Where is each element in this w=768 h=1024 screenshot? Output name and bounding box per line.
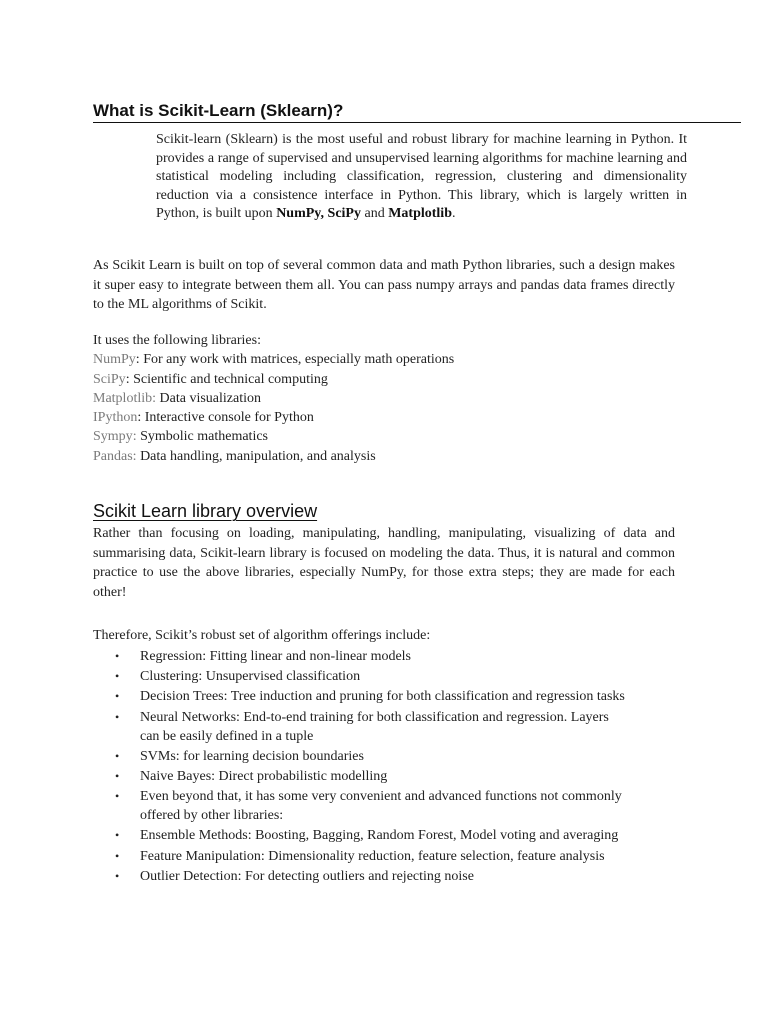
list-item-text: Regression: Fitting linear and non-linear models bbox=[140, 649, 412, 664]
library-row bbox=[93, 370, 693, 389]
bullet-icon: • bbox=[115, 789, 120, 804]
libraries-intro: It uses the following libraries: bbox=[93, 333, 261, 348]
heading-what-is-sklearn: What is Scikit-Learn (Sklearn)? bbox=[93, 100, 741, 123]
intro-matplotlib: Matplotlib bbox=[388, 206, 452, 222]
library-name: Matplotlib bbox=[93, 390, 153, 406]
list-item bbox=[93, 647, 673, 666]
bullet-icon: • bbox=[115, 689, 120, 704]
library-sep: : bbox=[152, 390, 157, 406]
list-item bbox=[93, 767, 673, 786]
list-item bbox=[93, 708, 673, 746]
library-name: IPython bbox=[93, 410, 138, 426]
library-name: SciPy bbox=[93, 371, 126, 387]
list-item bbox=[93, 747, 673, 766]
library-desc: Data handling, manipulation, and analysis bbox=[136, 448, 376, 464]
library-sep: : bbox=[125, 371, 130, 387]
intro-scipy: SciPy bbox=[327, 206, 361, 222]
list-item bbox=[93, 826, 673, 845]
bullet-icon: • bbox=[115, 669, 120, 684]
heading-library-overview: Scikit Learn library overview bbox=[93, 501, 318, 521]
bullet-icon: • bbox=[115, 768, 120, 783]
library-sep: : bbox=[135, 352, 140, 368]
intro-text: Scikit-learn (Sklearn) is the most useful and robust library for machine learning in Python. It provides a range of supervised and unsupervised learning algorithms for machine learning and statistical modeling including classification, regression, clustering and dimensionality reduction via a consistence interface in Python. This library, which is largely written in Python, is built upon bbox=[156, 132, 687, 222]
library-name: Sympy bbox=[93, 429, 133, 445]
bullet-icon: • bbox=[115, 848, 120, 863]
library-name: NumPy bbox=[93, 352, 136, 368]
library-name: Pandas bbox=[93, 448, 133, 464]
library-desc: Data visualization bbox=[156, 390, 261, 406]
list-item-text: Ensemble Methods: Boosting, Bagging, Random Forest, Model voting and averaging bbox=[140, 828, 619, 844]
list-item-text: Clustering: Unsupervised classification bbox=[140, 669, 361, 685]
list-item-text: Even beyond that, it has some very convenient and advanced functions not commonly offered by other libraries: bbox=[140, 789, 622, 824]
bullet-icon: • bbox=[115, 649, 120, 663]
library-desc: For any work with matrices, especially math operations bbox=[139, 352, 455, 368]
library-row bbox=[93, 447, 693, 466]
offerings-intro: Therefore, Scikit’s robust set of algorithm offerings include: bbox=[93, 628, 431, 643]
list-item-text: Decision Trees: Tree induction and pruning for both classification and regression tasks bbox=[140, 689, 625, 705]
bullet-icon: • bbox=[115, 868, 120, 883]
integration-paragraph: As Scikit Learn is built on top of several common data and math Python libraries, such a design makes it super easy to integrate between them all. You can pass numpy arrays and pandas data frames directly to the ML algorithms of Scikit. bbox=[93, 258, 675, 312]
library-desc: Interactive console for Python bbox=[141, 410, 314, 426]
bullet-icon: • bbox=[115, 709, 120, 724]
bullet-icon: • bbox=[115, 828, 120, 843]
intro-numpy: NumPy, bbox=[276, 206, 325, 222]
list-item bbox=[93, 667, 673, 686]
list-item-text: Feature Manipulation: Dimensionality reduction, feature selection, feature analysis bbox=[140, 848, 605, 864]
overview-paragraph: Rather than focusing on loading, manipulating, handling, manipulating, visualizing of data and summarising data, Scikit-learn library is focused on modeling the data. Thus, it is natural and common practice to use the above libraries, especially NumPy, for those extra steps; they are made for each other! bbox=[93, 526, 675, 600]
bullet-icon: • bbox=[115, 748, 120, 763]
intro-and: and bbox=[360, 206, 389, 222]
library-row bbox=[93, 389, 693, 408]
list-item bbox=[93, 687, 673, 706]
library-row bbox=[93, 427, 693, 446]
library-row bbox=[93, 350, 693, 369]
library-desc: Symbolic mathematics bbox=[136, 429, 268, 445]
intro-period: . bbox=[451, 206, 456, 222]
library-sep: : bbox=[132, 448, 137, 464]
list-item-text: Outlier Detection: For detecting outliers and rejecting noise bbox=[140, 868, 474, 884]
offerings-list bbox=[93, 647, 673, 887]
libraries-list bbox=[93, 331, 693, 466]
list-item-text: Neural Networks: End-to-end training for both classification and regression. Layers can be easily defined in a tuple bbox=[140, 709, 609, 744]
library-row bbox=[93, 408, 693, 427]
list-item-text: SVMs: for learning decision boundaries bbox=[140, 748, 364, 764]
library-desc: Scientific and technical computing bbox=[129, 371, 328, 387]
list-item bbox=[93, 847, 673, 866]
intro-paragraph bbox=[156, 131, 687, 224]
list-item-text: Naive Bayes: Direct probabilistic modelling bbox=[140, 768, 388, 784]
list-item bbox=[93, 787, 673, 825]
library-sep: : bbox=[137, 410, 142, 426]
library-sep: : bbox=[132, 429, 137, 445]
list-item bbox=[93, 867, 673, 886]
